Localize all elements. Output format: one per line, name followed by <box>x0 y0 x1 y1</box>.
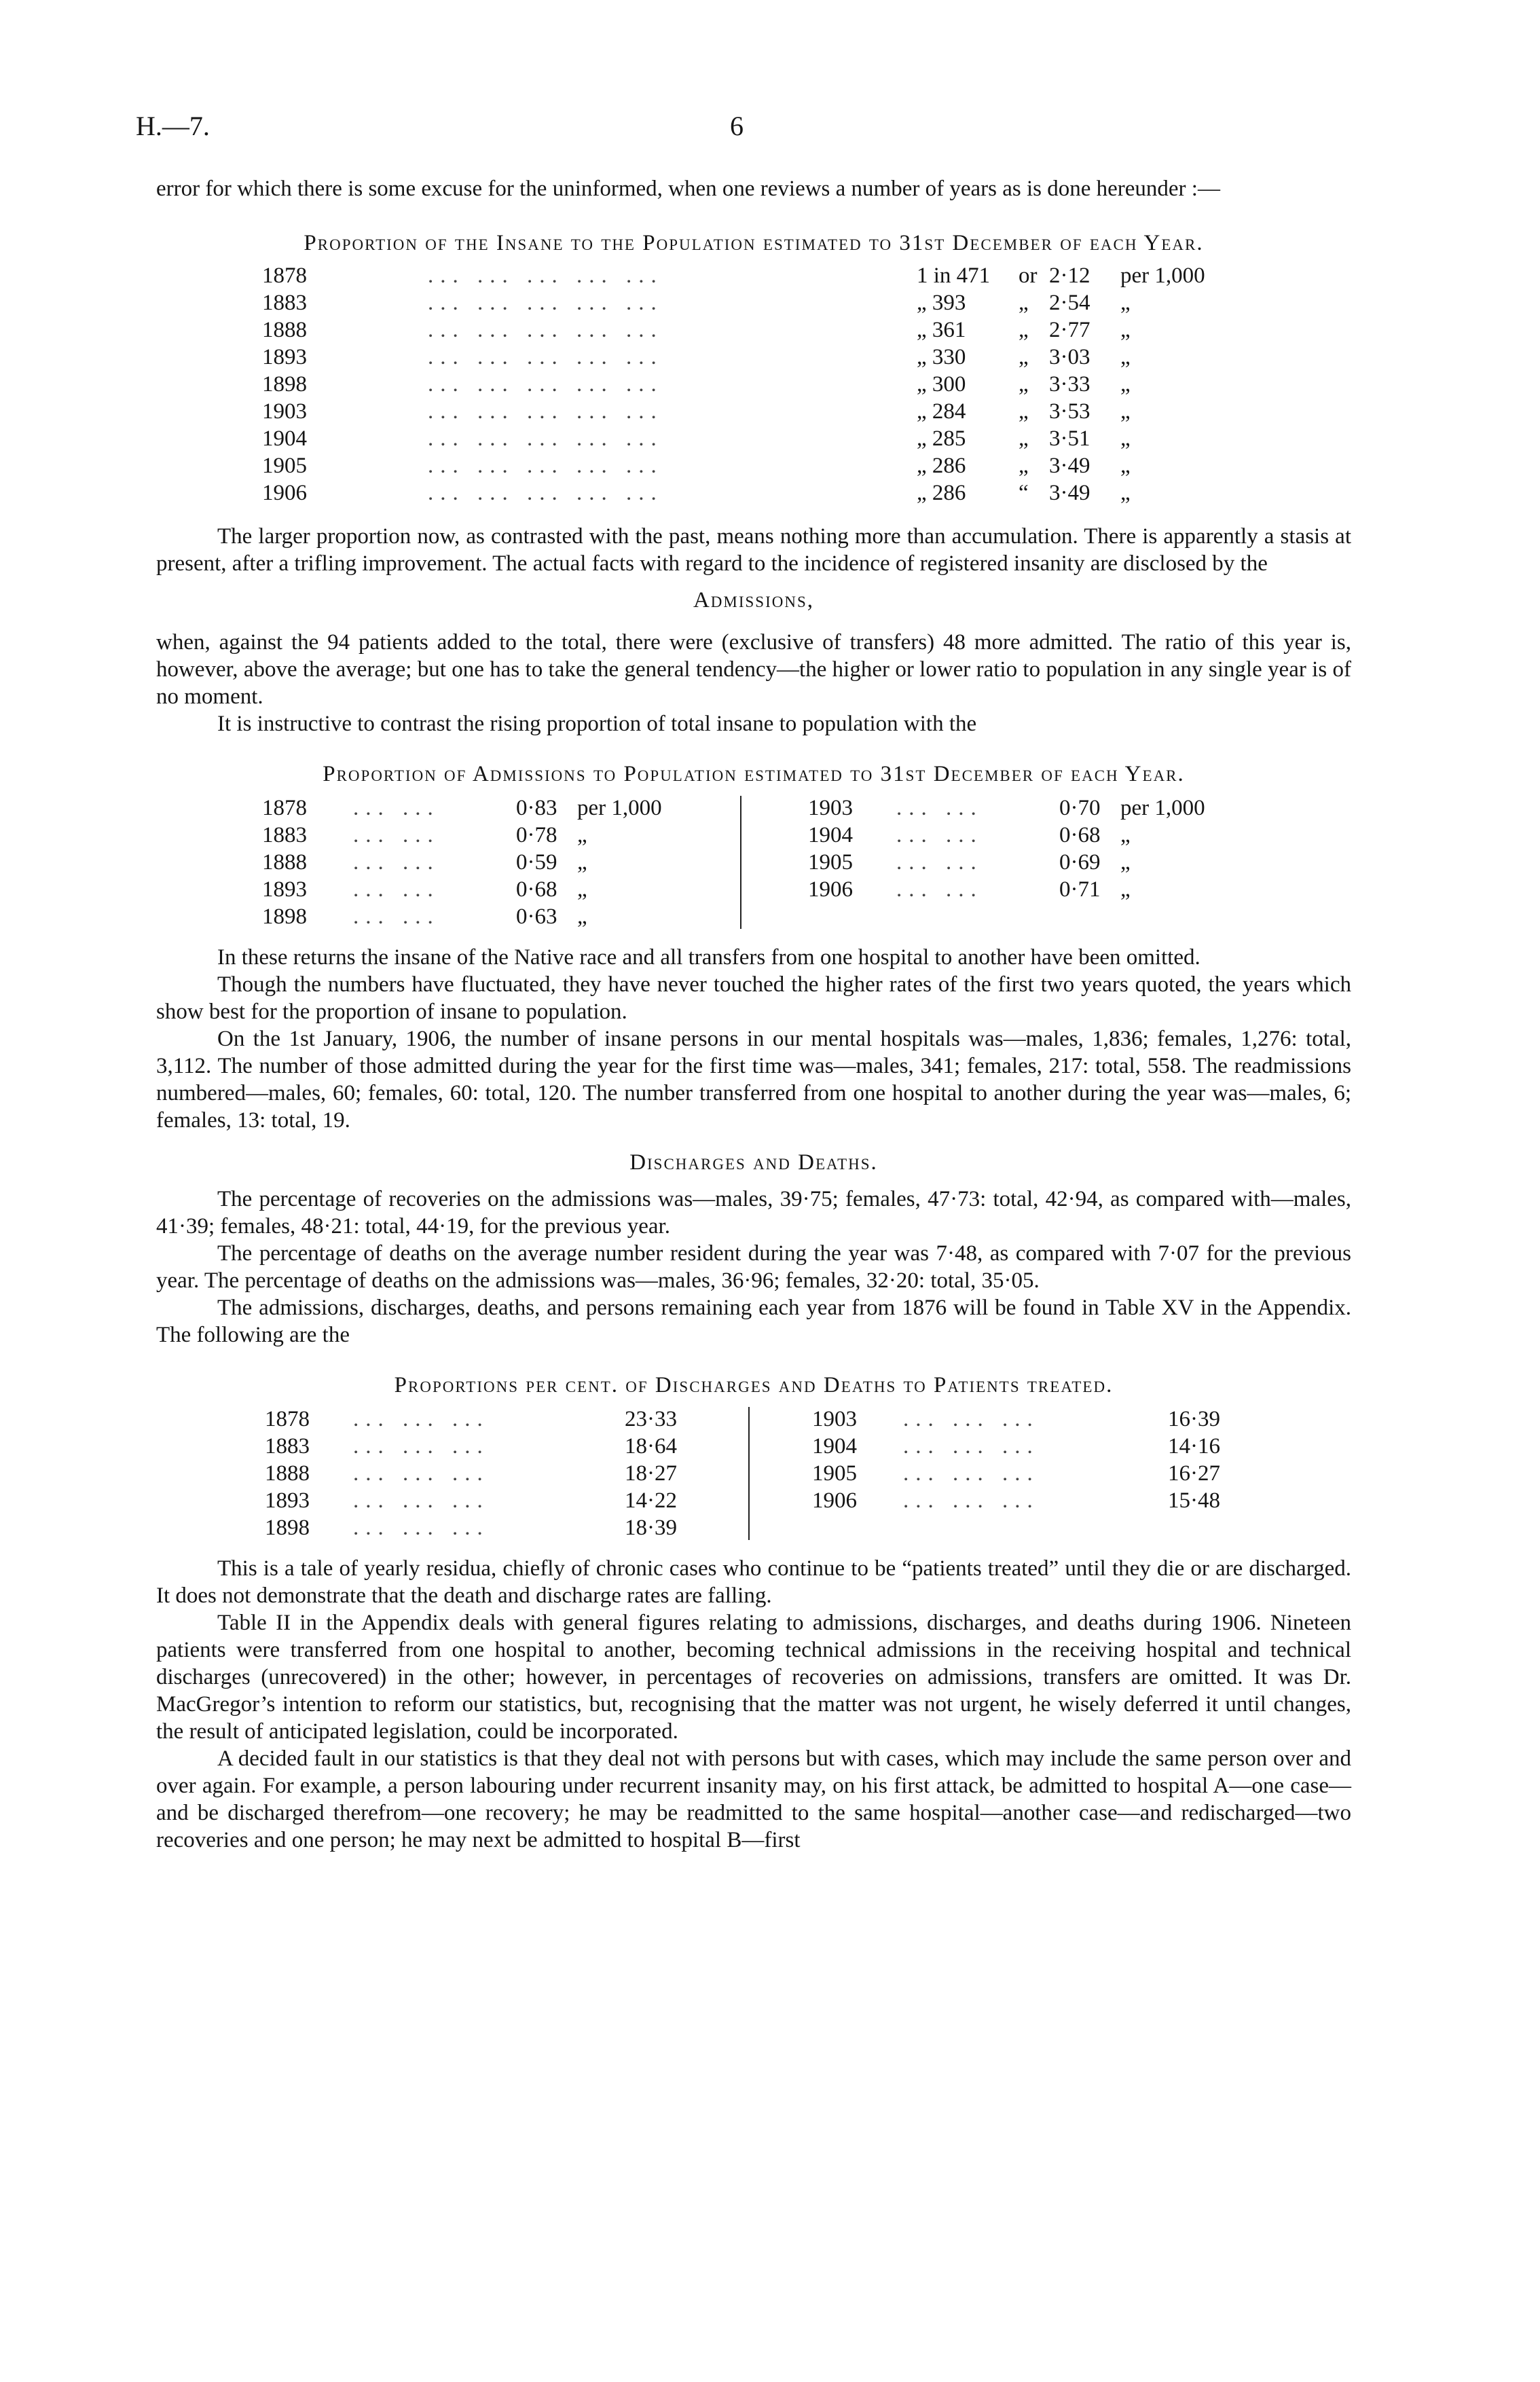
insane-row-or: „ <box>1019 345 1029 369</box>
discharge-right-value: 16·39 <box>1168 1407 1220 1431</box>
insane-row-leader: ... ... ... ... ... <box>428 481 663 505</box>
admissions-left-leader: ... ... <box>353 877 440 902</box>
page-number: 6 <box>730 111 744 141</box>
insane-row-ratio: „ 284 <box>917 399 966 424</box>
admissions-right-value: 0·70 <box>1059 796 1101 820</box>
insane-row-ratio: „ 286 <box>917 481 966 505</box>
discharges-heading: Discharges and Deaths. <box>629 1150 878 1175</box>
january-paragraph: On the 1st January, 1906, the number of insane persons in our mental hospitals was—males, 1,836; females, 1,276: total, 3,112. The number of those admitted during the year for the first time was—males, 341; females, 217: total, 558. The readmissions numbered—males, 60; females, 60: total, 120. The number transferred from one hospital to another during the year was—males, 6; females, 13: total, 19. <box>156 1027 1351 1133</box>
discharge-left-value: 14·22 <box>625 1488 677 1513</box>
insane-row-unit: „ <box>1120 372 1131 397</box>
admissions-left-year: 1883 <box>262 823 307 847</box>
discharge-right-year: 1904 <box>812 1434 857 1459</box>
returns-paragraph: In these returns the insane of the Native race and all transfers from one hospital to another have been omitted. <box>217 945 1200 970</box>
insane-row-per: 3·49 <box>1049 481 1090 505</box>
insane-row-or: „ <box>1019 372 1029 397</box>
insane-row-unit: per 1,000 <box>1120 263 1205 288</box>
discharge-left-value: 23·33 <box>625 1407 677 1431</box>
insane-row-year: 1893 <box>262 345 307 369</box>
admissions-left-value: 0·63 <box>516 904 557 929</box>
discharge-left-leader: ... ... ... <box>353 1434 490 1459</box>
discharge-right-value: 14·16 <box>1168 1434 1220 1459</box>
deaths-paragraph: The percentage of deaths on the average number resident during the year was 7·48, as compared with 7·07 for the previous year. The percentage of deaths on the admissions was—males, 36·96; females, 32·20: total, 35·05. <box>156 1241 1351 1293</box>
discharge-left-leader: ... ... ... <box>353 1461 490 1486</box>
admissions-right-leader: ... ... <box>896 850 983 875</box>
running-header <box>136 111 1351 147</box>
insane-row-or: or <box>1019 263 1038 288</box>
instructive-paragraph: It is instructive to contrast the rising proportion of total insane to population with the <box>217 712 977 736</box>
recoveries-paragraph: The percentage of recoveries on the admissions was—males, 39·75; females, 47·73: total, 42·94, as compared with—males, 41·39; females, 48·21: total, 44·19, for the previous year. <box>156 1187 1351 1239</box>
admissions-proportion-table <box>156 794 1351 937</box>
admissions-right-unit: „ <box>1120 850 1131 875</box>
insane-row-leader: ... ... ... ... ... <box>428 318 663 342</box>
discharge-left-year: 1888 <box>265 1461 310 1486</box>
insane-row-leader: ... ... ... ... ... <box>428 291 663 315</box>
admissions-left-unit: „ <box>577 850 587 875</box>
admissions-right-year: 1906 <box>808 877 853 902</box>
insane-row-unit: „ <box>1120 291 1131 315</box>
discharge-left-year: 1898 <box>265 1516 310 1540</box>
insane-row-ratio: „ 285 <box>917 426 966 451</box>
insane-table-heading: Proportion of the Insane to the Population estimated to 31st December of each Year. <box>304 231 1204 255</box>
insane-row-leader: ... ... ... ... ... <box>428 454 663 478</box>
admissions-left-year: 1878 <box>262 796 307 820</box>
discharges-deaths-table <box>156 1406 1351 1548</box>
insane-row-unit: „ <box>1120 318 1131 342</box>
admissions-right-leader: ... ... <box>896 823 983 847</box>
insane-proportion-table <box>156 262 1351 513</box>
admissions-right-unit: „ <box>1120 823 1131 847</box>
insane-row-leader: ... ... ... ... ... <box>428 345 663 369</box>
admissions-right-leader: ... ... <box>896 877 983 902</box>
admissions-left-leader: ... ... <box>353 850 440 875</box>
discharge-table-heading: Proportions per cent. of Discharges and Deaths to Patients treated. <box>394 1373 1114 1397</box>
discharge-column-rule <box>748 1407 750 1540</box>
admissions-left-value: 0·78 <box>516 823 557 847</box>
admissions-right-year: 1904 <box>808 823 853 847</box>
discharge-right-leader: ... ... ... <box>903 1461 1040 1486</box>
insane-row-per: 3·33 <box>1049 372 1090 397</box>
insane-row-per: 3·03 <box>1049 345 1090 369</box>
insane-row-per: 3·53 <box>1049 399 1090 424</box>
admissions-left-leader: ... ... <box>353 904 440 929</box>
admissions-left-year: 1893 <box>262 877 307 902</box>
insane-row-year: 1904 <box>262 426 307 451</box>
discharge-right-leader: ... ... ... <box>903 1488 1040 1513</box>
insane-row-per: 2·54 <box>1049 291 1090 315</box>
insane-row-unit: „ <box>1120 426 1131 451</box>
admissions-right-leader: ... ... <box>896 796 983 820</box>
discharge-left-leader: ... ... ... <box>353 1488 490 1513</box>
discharge-left-leader: ... ... ... <box>353 1407 490 1431</box>
admissions-left-unit: per 1,000 <box>577 796 662 820</box>
insane-row-year: 1888 <box>262 318 307 342</box>
though-paragraph: Though the numbers have fluctuated, they have never touched the higher rates of the first two years quoted, the years which show best for the proportion of insane to population. <box>156 972 1351 1024</box>
admissions-left-unit: „ <box>577 823 587 847</box>
admissions-heading: Admissions, <box>693 588 815 612</box>
discharge-right-leader: ... ... ... <box>903 1407 1040 1431</box>
insane-row-year: 1906 <box>262 481 307 505</box>
insane-row-leader: ... ... ... ... ... <box>428 399 663 424</box>
insane-row-or: „ <box>1019 426 1029 451</box>
discharge-right-leader: ... ... ... <box>903 1434 1040 1459</box>
admissions-right-value: 0·71 <box>1059 877 1101 902</box>
insane-row-leader: ... ... ... ... ... <box>428 263 663 288</box>
admissions-left-leader: ... ... <box>353 823 440 847</box>
admissions-left-value: 0·83 <box>516 796 557 820</box>
insane-row-ratio: 1 in 471 <box>917 263 991 288</box>
insane-row-year: 1883 <box>262 291 307 315</box>
insane-row-leader: ... ... ... ... ... <box>428 372 663 397</box>
discharge-left-year: 1883 <box>265 1434 310 1459</box>
insane-row-per: 3·49 <box>1049 454 1090 478</box>
insane-row-or: „ <box>1019 454 1029 478</box>
insane-row-year: 1903 <box>262 399 307 424</box>
admissions-left-year: 1898 <box>262 904 307 929</box>
discharge-left-year: 1893 <box>265 1488 310 1513</box>
insane-row-or: „ <box>1019 291 1029 315</box>
discharge-right-year: 1906 <box>812 1488 857 1513</box>
insane-row-unit: „ <box>1120 399 1131 424</box>
larger-proportion-paragraph: The larger proportion now, as contrasted with the past, means nothing more than accumulation. There is apparently a stasis at present, after a trifling improvement. The actual facts with regard to the incidence of registered insanity are disclosed by the <box>156 524 1351 576</box>
document-code: H.—7. <box>136 111 210 141</box>
insane-row-per: 2·77 <box>1049 318 1090 342</box>
discharge-left-year: 1878 <box>265 1407 310 1431</box>
discharge-right-value: 16·27 <box>1168 1461 1220 1486</box>
admissions-right-year: 1903 <box>808 796 853 820</box>
table15-paragraph: The admissions, discharges, deaths, and persons remaining each year from 1876 will be found in Table XV in the Appendix. The following are the <box>156 1296 1351 1347</box>
insane-row-ratio: „ 393 <box>917 291 966 315</box>
admissions-left-leader: ... ... <box>353 796 440 820</box>
intro-paragraph: error for which there is some excuse for the uninformed, when one reviews a number of years as is done hereunder :— <box>156 177 1220 201</box>
insane-row-ratio: „ 286 <box>917 454 966 478</box>
discharge-left-value: 18·27 <box>625 1461 677 1486</box>
insane-row-ratio: „ 300 <box>917 372 966 397</box>
admissions-right-value: 0·68 <box>1059 823 1101 847</box>
insane-row-year: 1905 <box>262 454 307 478</box>
discharge-right-year: 1903 <box>812 1407 857 1431</box>
insane-row-unit: „ <box>1120 345 1131 369</box>
admissions-left-unit: „ <box>577 877 587 902</box>
insane-row-per: 3·51 <box>1049 426 1090 451</box>
admissions-left-year: 1888 <box>262 850 307 875</box>
insane-row-ratio: „ 330 <box>917 345 966 369</box>
discharge-left-value: 18·64 <box>625 1434 677 1459</box>
admissions-right-value: 0·69 <box>1059 850 1101 875</box>
discharge-left-leader: ... ... ... <box>353 1516 490 1540</box>
discharge-left-value: 18·39 <box>625 1516 677 1540</box>
admissions-left-unit: „ <box>577 904 587 929</box>
table2-paragraph: Table II in the Appendix deals with general figures relating to admissions, discharges, and deaths during 1906. Nineteen patients were transferred from one hospital to another, becoming technical admissions in the receiving hospital and technical discharges (unrecovered) in the other; however, in percentages of recoveries on admissions, transfers are omitted. It was Dr. MacGregor’s intention to reform our statistics, but, recognising that the matter was not urgent, he wisely deferred it until changes, the result of anticipated legislation, could be incorporated. <box>156 1611 1351 1744</box>
admissions-right-unit: „ <box>1120 877 1131 902</box>
admissions-right-year: 1905 <box>808 850 853 875</box>
insane-row-leader: ... ... ... ... ... <box>428 426 663 451</box>
admissions-left-value: 0·59 <box>516 850 557 875</box>
admissions-left-value: 0·68 <box>516 877 557 902</box>
fault-paragraph: A decided fault in our statistics is that they deal not with persons but with cases, which may include the same person over and over again. For example, a person labouring under recurrent insanity may, on his first attack, be admitted to hospital A—one case—and be discharged therefrom—one recovery; he may be readmitted to the same hospital—another case—and redischarged—two recoveries and one person; he may next be admitted to hospital B—first <box>156 1746 1351 1852</box>
insane-row-or: „ <box>1019 318 1029 342</box>
insane-row-per: 2·12 <box>1049 263 1090 288</box>
insane-row-year: 1878 <box>262 263 307 288</box>
insane-row-year: 1898 <box>262 372 307 397</box>
admissions-column-rule <box>740 796 741 929</box>
admissions-right-unit: per 1,000 <box>1120 796 1205 820</box>
insane-row-unit: „ <box>1120 454 1131 478</box>
insane-row-unit: „ <box>1120 481 1131 505</box>
insane-row-or: “ <box>1019 481 1029 505</box>
insane-row-or: „ <box>1019 399 1029 424</box>
admissions-paragraph: when, against the 94 patients added to the total, there were (exclusive of transfers) 48 more admitted. The ratio of this year is, however, above the average; but one has to take the general tendency—the higher or lower ratio to population in any single year is of no moment. <box>156 630 1351 709</box>
discharge-right-value: 15·48 <box>1168 1488 1220 1513</box>
discharge-right-year: 1905 <box>812 1461 857 1486</box>
insane-row-ratio: „ 361 <box>917 318 966 342</box>
residua-paragraph: This is a tale of yearly residua, chiefly of chronic cases who continue to be “patients treated” until they die or are discharged. It does not demonstrate that the death and discharge rates are falling. <box>156 1556 1351 1608</box>
admissions-table-heading: Proportion of Admissions to Population estimated to 31st December of each Year. <box>323 762 1185 786</box>
